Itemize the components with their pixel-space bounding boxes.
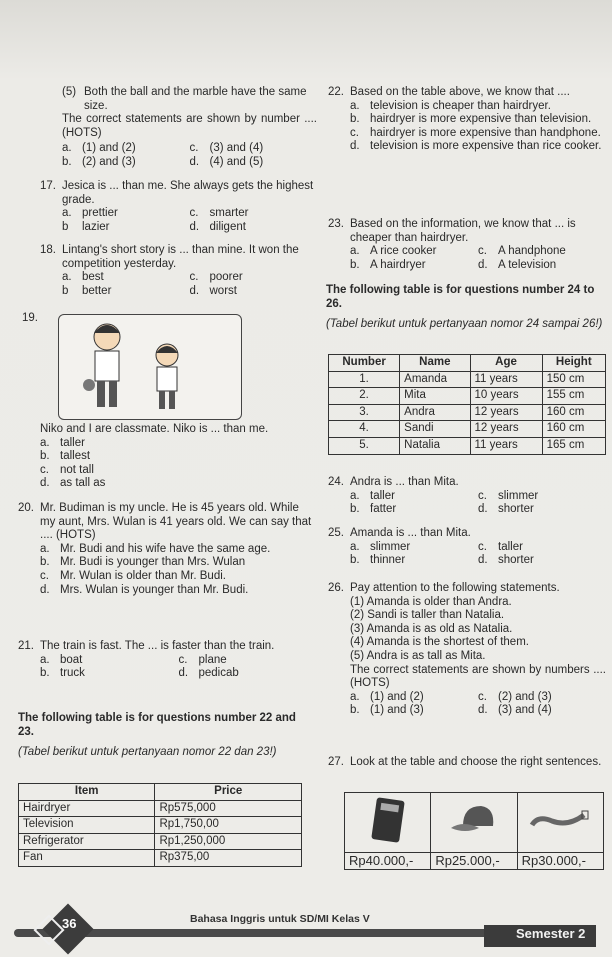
statement-number: (5) bbox=[62, 86, 77, 98]
page-number: 36 bbox=[62, 916, 77, 931]
question-20: 20. Mr. Budiman is my uncle. He is 45 years old. While my aunt, Mrs. Wulan is 41 years old. We can say that .... (HOTS) a. Mr. Budi and his wife have the same age. b. Mr. Budi is younger than Mrs. Wulan c. Mr. Wulan is older than Mr. Budi. d. Mrs. Wulan is younger than Mr. Budi. bbox=[18, 502, 317, 597]
question-21: 21. The train is fast. The ... is faster than the train. a. boat c. plane b. truck d. pedicab bbox=[18, 640, 317, 681]
table-row: Television Rp1,750,00 bbox=[19, 817, 302, 834]
question-stem: Amanda is ... than Mita. bbox=[350, 527, 471, 539]
height-table: Number Name Age Height 1. Amanda 11 years 150 cm 2. Mita 10 years 155 cm 3. Andra 12 years 160 cm 4. Sandi 12 years 160 cm 5. Natalia 11 years 165 cm bbox=[328, 354, 606, 455]
option-c[interactable]: c. taller bbox=[478, 540, 523, 553]
question-23: 23. Based on the information, we know that ... is cheaper than hairdryer. a. A rice cooker c. A handphone b. A hairdryer d. A television bbox=[328, 218, 606, 272]
cap-icon bbox=[431, 793, 517, 853]
option-a[interactable]: a. (1) and (2) bbox=[62, 142, 136, 154]
option-a[interactable]: a. A rice cooker bbox=[350, 245, 437, 258]
option-c[interactable]: c. hairdryer is more expensive than handphone. bbox=[350, 126, 601, 139]
option-d[interactable]: d. pedicab bbox=[178, 667, 239, 680]
item-price-table bbox=[344, 792, 604, 870]
question-stem: Pay attention to the following statements. bbox=[350, 582, 560, 594]
option-b[interactable]: b. fatter bbox=[350, 503, 397, 516]
option-d[interactable]: d. as tall as bbox=[40, 477, 106, 490]
question-stem: Andra is ... than Mita. bbox=[350, 476, 459, 488]
option-b[interactable]: b. Mr. Budi is younger than Mrs. Wulan bbox=[40, 556, 246, 569]
q16-continuation bbox=[62, 86, 317, 140]
question-stem: Based on the information, we know that ... is cheaper than hairdryer. bbox=[350, 218, 576, 244]
price-label: Rp25.000,- bbox=[431, 853, 517, 870]
page-footer bbox=[0, 905, 612, 957]
statement-text: Both the ball and the marble have the same size. bbox=[84, 86, 307, 112]
question-24: 24. Andra is ... than Mita. a. taller c. slimmer b. fatter d. shorter bbox=[328, 476, 606, 517]
statement: (3) Amanda is as old as Natalia. bbox=[350, 622, 513, 635]
table-row: 4. Sandi 12 years 160 cm bbox=[329, 421, 606, 438]
option-d[interactable]: d. A television bbox=[478, 258, 557, 271]
option-c[interactable]: c. poorer bbox=[189, 271, 243, 284]
question-stem: The train is fast. The ... is faster than the train. bbox=[40, 640, 275, 652]
option-b[interactable]: b. (1) and (3) bbox=[350, 704, 424, 717]
option-d[interactable]: d. Mrs. Wulan is younger than Mr. Budi. bbox=[40, 583, 249, 596]
question-stem: The correct statements are shown by number .... (HOTS) bbox=[62, 113, 317, 139]
children-illustration bbox=[58, 314, 242, 420]
table-intro-indonesian: (Tabel berikut untuk pertanyaan nomor 24 sampai 26!) bbox=[326, 318, 603, 330]
question-stem: Lintang's short story is ... than mine. It won the competition yesterday. bbox=[62, 244, 299, 270]
option-c[interactable]: c. plane bbox=[178, 653, 227, 666]
table-row: Fan Rp375,00 bbox=[19, 850, 302, 867]
option-a[interactable]: a. boat bbox=[40, 653, 83, 666]
option-d[interactable]: d. worst bbox=[189, 284, 237, 297]
question-stem: Niko and I are classmate. Niko is ... than me. bbox=[40, 423, 269, 435]
option-a[interactable]: a. prettier bbox=[62, 207, 118, 220]
question-27: 27. Look at the table and choose the right sentences. bbox=[328, 756, 602, 768]
price-table: Item Price Hairdryer Rp575,000 Television Rp1,750,00 Refrigerator Rp1,250,000 Fan Rp375,00 bbox=[18, 783, 302, 867]
question-stem: Based on the table above, we know that .... bbox=[350, 86, 570, 98]
option-a[interactable]: a. (1) and (2) bbox=[350, 690, 424, 703]
question-stem: Mr. Budiman is my uncle. He is 45 years old. While my aunt, Mrs. Wulan is 41 years old. We can say that .... (HOTS) bbox=[40, 502, 312, 542]
option-c[interactable]: c. slimmer bbox=[478, 489, 539, 502]
girl-figure bbox=[156, 344, 178, 409]
question-stem: Look at the table and choose the right sentences. bbox=[350, 756, 602, 768]
option-b[interactable]: b. hairdryer is more expensive than television. bbox=[350, 113, 592, 126]
question-17: 17. Jesica is ... than me. She always gets the highest grade. a. prettier c. smarter b lazier d. diligent bbox=[40, 180, 317, 234]
option-d[interactable]: d. (4) and (5) bbox=[189, 155, 264, 168]
semester-label: Semester 2 bbox=[516, 926, 586, 941]
calculator-icon bbox=[345, 793, 431, 853]
option-c[interactable]: c. (2) and (3) bbox=[478, 690, 552, 703]
option-d[interactable]: d. shorter bbox=[478, 503, 534, 516]
option-a[interactable]: a. best bbox=[62, 271, 104, 284]
statement: (4) Amanda is the shortest of them. bbox=[350, 636, 529, 649]
table-row: Refrigerator Rp1,250,000 bbox=[19, 833, 302, 850]
option-d[interactable]: d. (3) and (4) bbox=[478, 704, 552, 717]
price-label: Rp40.000,- bbox=[345, 853, 431, 870]
table-row: 5. Natalia 11 years 165 cm bbox=[329, 437, 606, 454]
question-26: 26. Pay attention to the following statements. (1) Amanda is older than Andra. (2) Sandi is taller than Natalia. (3) Amanda is as old as Natalia. (4) Amanda is the shortest of them. (5) Andra is as tall as Mita. The correct statements are shown by numbers .... (HOTS) a. (1) and (2) c. (2) and (3) b. (1) and (3) d. (3) and (4) bbox=[328, 582, 606, 717]
statement: (2) Sandi is taller than Natalia. bbox=[350, 609, 505, 622]
table-row: Hairdryer Rp575,000 bbox=[19, 800, 302, 817]
question-25: 25. Amanda is ... than Mita. a. slimmer c. taller b. thinner d. shorter bbox=[328, 527, 606, 568]
question-22: 22. Based on the table above, we know that .... a. television is cheaper than hairdryer. b. hairdryer is more expensive than television. c. hairdryer is more expensive than handphone. d. television is more expensive than rice cooker. bbox=[328, 86, 606, 154]
question-stem-2: The correct statements are shown by numbers .... (HOTS) bbox=[350, 663, 606, 690]
table-intro-indonesian: (Tabel berikut untuk pertanyaan nomor 22 dan 23!) bbox=[18, 746, 277, 758]
belt-icon bbox=[517, 793, 603, 853]
question-18: 18. Lintang's short story is ... than mine. It won the competition yesterday. a. best c. poorer b better d. worst bbox=[40, 244, 317, 298]
statement: (1) Amanda is older than Andra. bbox=[350, 595, 512, 608]
option-c[interactable]: c. smarter bbox=[189, 207, 249, 220]
option-b[interactable]: b. A hairdryer bbox=[350, 258, 426, 271]
option-c[interactable]: c. A handphone bbox=[478, 245, 566, 258]
table-row: 1. Amanda 11 years 150 cm bbox=[329, 371, 606, 388]
option-b[interactable]: b. (2) and (3) bbox=[62, 155, 136, 168]
table-intro: The following table is for questions number 24 to 26. bbox=[326, 284, 595, 310]
option-b[interactable]: b. truck bbox=[40, 667, 85, 680]
option-a[interactable]: a. television is cheaper than hairdryer. bbox=[350, 99, 551, 112]
price-label: Rp30.000,- bbox=[517, 853, 603, 870]
option-a[interactable]: a. taller bbox=[350, 489, 395, 502]
option-d[interactable]: d. diligent bbox=[189, 220, 246, 233]
table-row: 3. Andra 12 years 160 cm bbox=[329, 404, 606, 421]
question-number: 19. bbox=[22, 312, 38, 324]
option-b[interactable]: b. tallest bbox=[40, 450, 91, 463]
statement: (5) Andra is as tall as Mita. bbox=[350, 649, 486, 662]
option-b[interactable]: b lazier bbox=[62, 220, 110, 233]
boy-figure bbox=[83, 324, 120, 407]
book-title: Bahasa Inggris untuk SD/MI Kelas V bbox=[190, 913, 370, 925]
option-b[interactable]: b better bbox=[62, 284, 112, 297]
option-a[interactable]: a. slimmer bbox=[350, 540, 411, 553]
option-a[interactable]: a. Mr. Budi and his wife have the same age. bbox=[40, 542, 271, 555]
option-d[interactable]: d. shorter bbox=[478, 554, 534, 567]
option-a[interactable]: a. taller bbox=[40, 436, 85, 449]
option-d[interactable]: d. television is more expensive than rice cooker. bbox=[350, 140, 602, 153]
table-row: 2. Mita 10 years 155 cm bbox=[329, 388, 606, 405]
option-c[interactable]: c. Mr. Wulan is older than Mr. Budi. bbox=[40, 569, 226, 582]
question-stem: Jesica is ... than me. She always gets the highest grade. bbox=[62, 180, 314, 206]
option-c[interactable]: c. (3) and (4) bbox=[189, 142, 264, 154]
q16-options bbox=[62, 142, 317, 169]
option-c[interactable]: c. not tall bbox=[40, 463, 94, 476]
option-b[interactable]: b. thinner bbox=[350, 554, 406, 567]
table-intro: The following table is for questions number 22 and 23. bbox=[18, 712, 296, 738]
